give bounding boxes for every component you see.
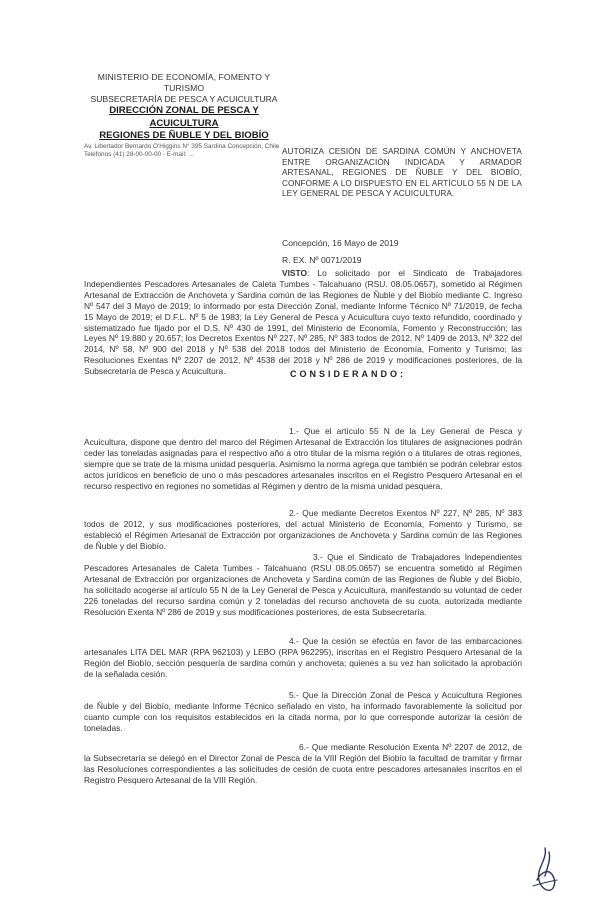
considerando-5: 5.- Que la Dirección Zonal de Pesca y Acuicultura Regiones de Ñuble y del Biobío, mediante Informe Técnico señalado en visto, ha informado favorablemente la solicitud por cuanto cumple con los requisitos establecidos en la citada norma, por lo que corresponde autorizar la cesión de toneladas. xyxy=(84,690,522,733)
regiones-name: REGIONES DE ÑUBLE Y DEL BIOBÍO xyxy=(99,130,269,141)
considerando-1: 1.- Que el artículo 55 N de la Ley General de Pesca y Acuicultura, dispone que dentro del marco del Régimen Artesanal de Extracción los titulares de asignaciones podrán ceder las toneladas asignadas para el respectivo año a otro titular de la misma región o a titulares de otras regiones, siempre que se trate de la misma unidad pesquería. Asimismo la norma agrega que también se podrán celebrar estos actos jurídicos en beneficio de uno o más pescadores artesanales inscritos en el Registro Pesquero Artesanal en el recurso respectivo en regiones no sometidas al Régimen y dentro de la misma unidad pesquera. xyxy=(84,426,522,491)
considerando-heading: CONSIDERANDO: xyxy=(290,369,407,379)
address-line-2: Teléfonos (41) 28-00-00-00 - E-mail: ... xyxy=(84,151,194,158)
signature-initials xyxy=(527,846,561,894)
letterhead xyxy=(84,72,284,160)
ministry-name: MINISTERIO DE ECONOMÍA, FOMENTO Y TURISMO xyxy=(97,72,271,93)
considerando-3: 3.- Que el Sindicato de Trabajadores Independientes Pescadores Artesanales de Caleta Tumbes - Talcahuano (RSU 08.05.0657) se encuentra sometido al Régimen Artesanal de Extracción por organizaciones de Anchoveta y Sardina común de las Regiones de Ñuble y del Biobío, ha solicitado acogerse al artículo 55 N de la Ley General de Pesca y Acuicultura, manifestando su voluntad de ceder 226 toneladas del recurso sardina común y 2 toneladas del recurso anchoveta de su cuota, autorizada mediante Resolución Exenta Nº 286 de 2019 y sus modificaciones posteriores, de esta Subsecretaría. xyxy=(84,552,522,617)
resolution-date: Concepción, 16 Mayo de 2019 xyxy=(282,238,399,248)
visto-label: VISTO xyxy=(282,268,307,278)
address-line-1: Av. Libertador Bernardo O'Higgins N° 395 Sardina Concepción, Chile xyxy=(84,142,280,150)
considerando-6: 6.- Que mediante Resolución Exenta Nº 2207 de 2012, de la Subsecretaría se delegó en el Director Zonal de Pesca de la VIII Región del Biobío la facultad de tramitar y firmar las Resoluciones correspondientes a las solicitudes de cesión de cuota entre pescadores artesanales inscritos en el Registro Pesquero Artesanal de la VIII Región. xyxy=(84,742,522,785)
considerando-4: 4.- Que la cesión se efectúa en favor de las embarcaciones artesanales LITA DEL MAR (RPA 962103) y LEBO (RPA 962295), inscritas en el Registro Pesquero Artesanal de la Región del Biobío, sección pesquería de sardina común y anchoveta; quienes a su vez han solicitado la aprobación de la señalada cesión. xyxy=(84,636,522,679)
visto-paragraph xyxy=(84,268,522,377)
visto-text: : Lo solicitado por el Sindicato de Trabajadores Independientes Pescadores Artesanales de Caleta Tumbes - Talcahuano (RSU. 08.05.0657), sometido al Régimen Artesanal de Extracción de Anchoveta y Sardina común de las Regiones de Ñuble y del Biobío mediante C. Ingreso Nº 547 del 3 Mayo de 2019; lo informado por esta Dirección Zonal, mediante Informe Técnico Nº 71/2019, de fecha 15 Mayo de 2019; el D.F.L. Nº 5 de 1983; la Ley General de Pesca y Acuicultura cuyo texto refundido, coordinado y sistematizado fue fijado por el D.S. Nº 430 de 1991, del Ministerio de Economía, Fomento y Reconstrucción; las Leyes Nº 19.880 y 20.657; los Decretos Exentos Nº 227, Nº 285, Nº 383 todos de 2012, Nº 1409 de 2013, Nº 322 del 2014, Nº 58, Nº 900 del 2018 y Nº 538 del 2018 todos del Ministerio de Economía, Fomento y Turismo; las Resoluciones Exentas Nº 2207 de 2012, Nº 4538 del 2018 y Nº 286 de 2019 y modificaciones posteriores, de la Subsecretaría de Pesca y Acuicultura. xyxy=(84,268,522,377)
direccion-name: DIRECCIÓN ZONAL DE PESCA Y ACUICULTURA xyxy=(109,105,259,129)
resolution-number: R. EX. Nº 0071/2019 xyxy=(282,255,362,265)
considerando-2: 2.- Que mediante Decretos Exentos Nº 227, Nº 285, Nº 383 todos de 2012, y sus modificaciones posteriores, del actual Ministerio de Economía, Fomento y Turismo, se estableció el Régimen Artesanal de Extracción por organizaciones de Anchoveta y Sardina común de las Regiones de Ñuble y del Biobío. xyxy=(84,508,522,551)
subsecretaria-name: SUBSECRETARÍA DE PESCA Y ACUICULTURA xyxy=(90,94,278,104)
resolution-title: AUTORIZA CESIÓN DE SARDINA COMÚN Y ANCHOVETA ENTRE ORGANIZACIÓN INDICADA Y ARMADOR ARTESANAL, REGIONES DE ÑUBLE Y DEL BIOBÍO, CONFORME A LO DISPUESTO EN EL ARTÍCULO 55 N DE LA LEY GENERAL DE PESCA Y ACUICULTURA. xyxy=(282,147,522,199)
